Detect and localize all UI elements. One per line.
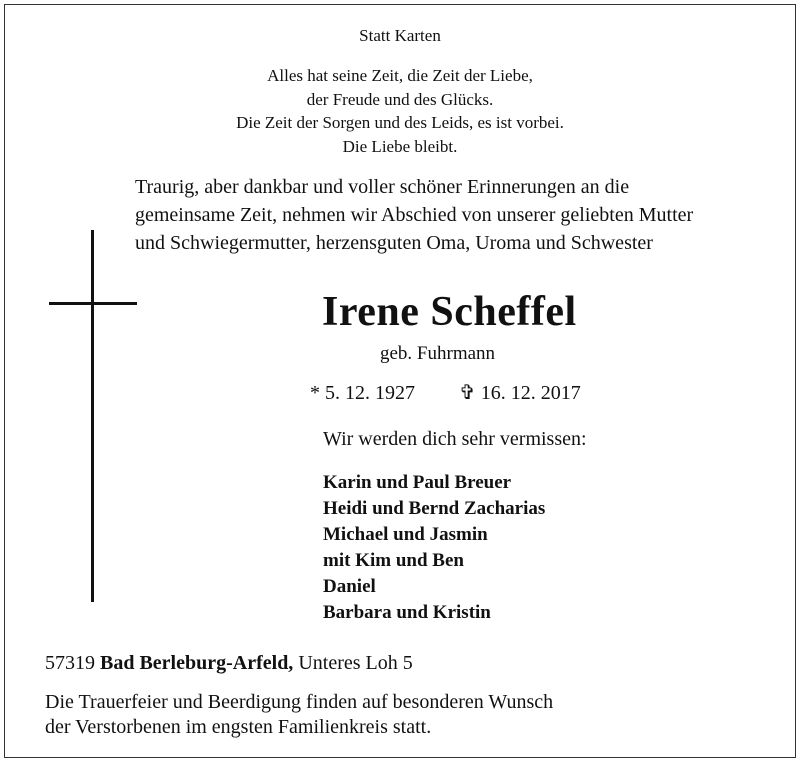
intro-text bbox=[135, 173, 693, 257]
poem-line: Alles hat seine Zeit, die Zeit der Liebe, bbox=[267, 66, 533, 85]
missing-line: Wir werden dich sehr vermissen: bbox=[323, 428, 587, 450]
intro-line: gemeinsame Zeit, nehmen wir Abschied von unserer geliebten Mutter bbox=[135, 204, 694, 226]
family-list bbox=[323, 470, 545, 626]
family-member: Barbara und Kristin bbox=[323, 602, 491, 623]
address-city: Bad Berleburg-Arfeld, bbox=[100, 652, 294, 674]
notice-line: der Verstorbenen im engsten Familienkreis statt. bbox=[45, 716, 432, 738]
address bbox=[45, 652, 413, 675]
funeral-notice bbox=[45, 690, 553, 740]
family-member: Michael und Jasmin bbox=[323, 524, 488, 545]
notice-line: Die Trauerfeier und Beerdigung finden auf besonderen Wunsch bbox=[45, 691, 554, 713]
poem-line: der Freude und des Glücks. bbox=[306, 89, 494, 109]
birth-date: * 5. 12. 1927 bbox=[310, 382, 415, 404]
header-text: Statt Karten bbox=[359, 26, 441, 45]
cross-vertical-bar bbox=[91, 230, 94, 602]
intro-line: und Schwiegermutter, herzensguten Oma, Uroma und Schwester bbox=[135, 232, 653, 254]
family-member: Karin und Paul Breuer bbox=[323, 472, 512, 493]
cross-horizontal-bar bbox=[49, 302, 137, 305]
birth-name: geb. Fuhrmann bbox=[380, 343, 496, 364]
intro-line: Traurig, aber dankbar und voller schöner Erinnerungen an die bbox=[135, 176, 630, 198]
poem-line: Die Liebe bleibt. bbox=[342, 136, 458, 156]
poem bbox=[0, 64, 800, 158]
life-dates bbox=[310, 380, 581, 405]
family-member: mit Kim und Ben bbox=[323, 550, 464, 571]
poem-line: Die Zeit der Sorgen und des Leids, es ist vorbei. bbox=[236, 113, 564, 132]
family-member: Heidi und Bernd Zacharias bbox=[323, 498, 546, 519]
address-street: Unteres Loh 5 bbox=[298, 652, 413, 674]
family-member: Daniel bbox=[323, 576, 376, 597]
deceased-name: Irene Scheffel bbox=[322, 289, 577, 335]
address-zip: 57319 bbox=[45, 652, 95, 674]
death-date: ✞ 16. 12. 2017 bbox=[459, 382, 581, 404]
